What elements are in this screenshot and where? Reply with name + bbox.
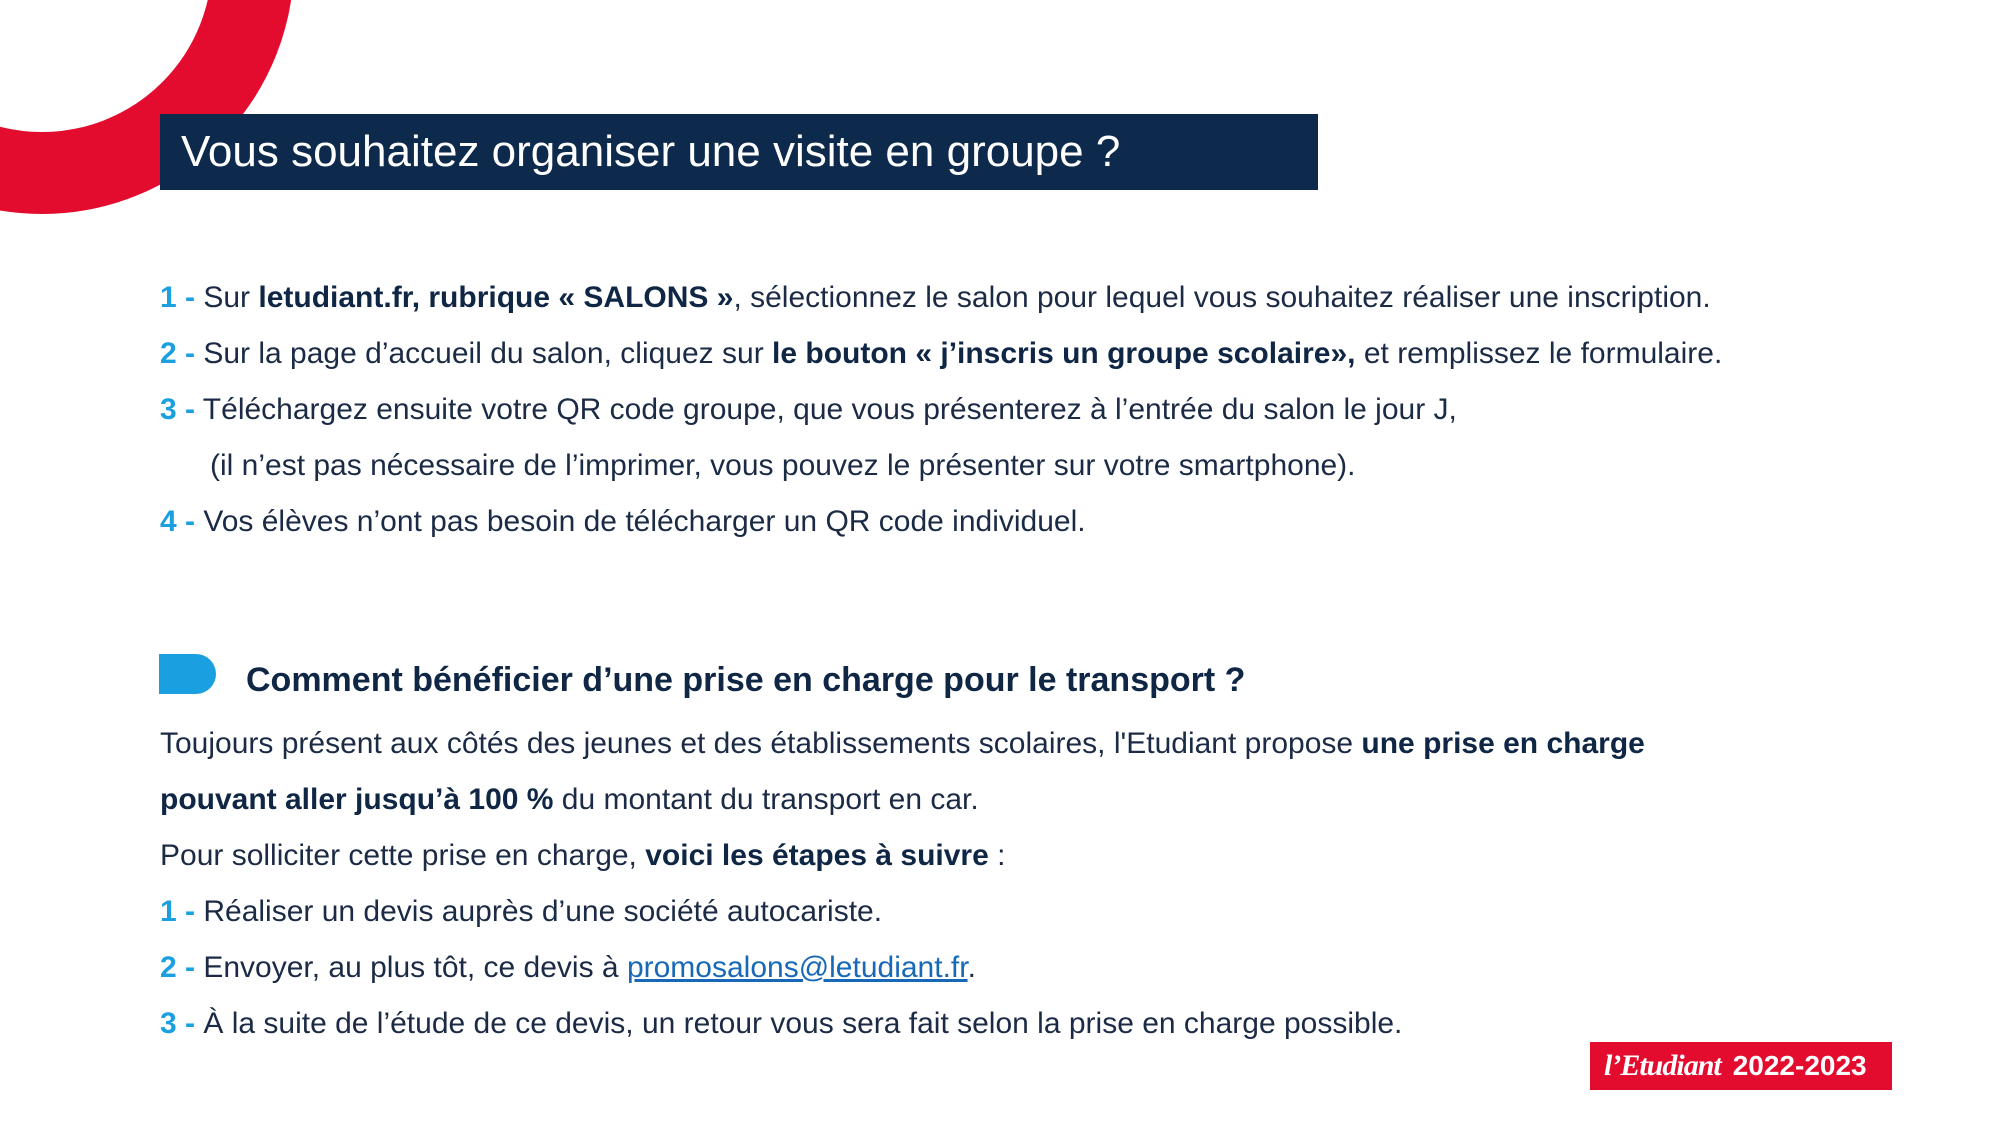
group-step-1 xyxy=(160,270,1711,326)
email-link[interactable]: promosalons@letudiant.fr xyxy=(626,951,968,984)
section-marker-icon xyxy=(159,654,216,694)
edition-years: 2022-2023 xyxy=(1732,1050,1867,1081)
page-title: Vous souhaitez organiser une visite en groupe ? xyxy=(160,114,1318,190)
group-step-3-continuation: (il n’est pas nécessaire de l’imprimer, vous pouvez le présenter sur votre smartphone). xyxy=(210,449,1356,482)
step-bold-text: le bouton « j’inscris un groupe scolaire», xyxy=(772,337,1356,370)
step-text: Sur la page d’accueil du salon, cliquez sur xyxy=(195,337,773,370)
transport-section-title: Comment bénéficier d’une prise en charge pour le transport ? xyxy=(246,661,1246,699)
step-number: 1 - xyxy=(160,895,196,928)
transport-step-3 xyxy=(160,996,1402,1052)
step-number: 1 - xyxy=(160,281,196,314)
step-text: et remplissez le formulaire. xyxy=(1355,337,1723,370)
step-text: À la suite de l’étude de ce devis, un retour vous sera fait selon la prise en charge possible. xyxy=(195,1007,1403,1040)
intro-text: : xyxy=(988,839,1006,872)
step-text: . xyxy=(967,951,976,984)
group-step-3 xyxy=(160,382,1457,438)
step-text: Réaliser un devis auprès d’une société autocariste. xyxy=(195,895,883,928)
step-number: 2 - xyxy=(160,951,196,984)
step-number: 3 - xyxy=(160,1007,196,1040)
step-text: Envoyer, au plus tôt, ce devis à xyxy=(195,951,627,984)
transport-step-1 xyxy=(160,884,882,940)
group-step-4 xyxy=(160,494,1086,550)
step-text: , sélectionnez le salon pour lequel vous souhaitez réaliser une inscription. xyxy=(733,281,1711,314)
intro-text: du montant du transport en car. xyxy=(553,783,979,816)
step-bold-text: letudiant.fr, rubrique « SALONS » xyxy=(258,281,734,314)
step-text: Sur xyxy=(195,281,259,314)
step-text: Téléchargez ensuite votre QR code groupe, que vous présenterez à l’entrée du salon le jour J, xyxy=(195,393,1457,426)
step-number: 4 - xyxy=(160,505,196,538)
transport-intro-line-1 xyxy=(160,716,1645,772)
transport-step-2 xyxy=(160,940,976,996)
step-text: Vos élèves n’ont pas besoin de télécharger un QR code individuel. xyxy=(195,505,1086,538)
intro-bold-text: voici les étapes à suivre xyxy=(645,839,989,872)
transport-steps-intro xyxy=(160,828,1005,884)
step-number: 2 - xyxy=(160,337,196,370)
intro-text: Pour solliciter cette prise en charge, xyxy=(160,839,646,872)
footer-brand-badge xyxy=(1590,1042,1892,1090)
intro-bold-text: pouvant aller jusqu’à 100 % xyxy=(160,783,554,816)
intro-text: Toujours présent aux côtés des jeunes et des établissements scolaires, l'Etudiant propose xyxy=(160,727,1362,760)
transport-intro-line-2 xyxy=(160,772,979,828)
intro-bold-text: une prise en charge xyxy=(1361,727,1645,760)
group-step-2 xyxy=(160,326,1722,382)
letudiant-logo: l’Etudiant xyxy=(1604,1049,1721,1082)
step-number: 3 - xyxy=(160,393,196,426)
